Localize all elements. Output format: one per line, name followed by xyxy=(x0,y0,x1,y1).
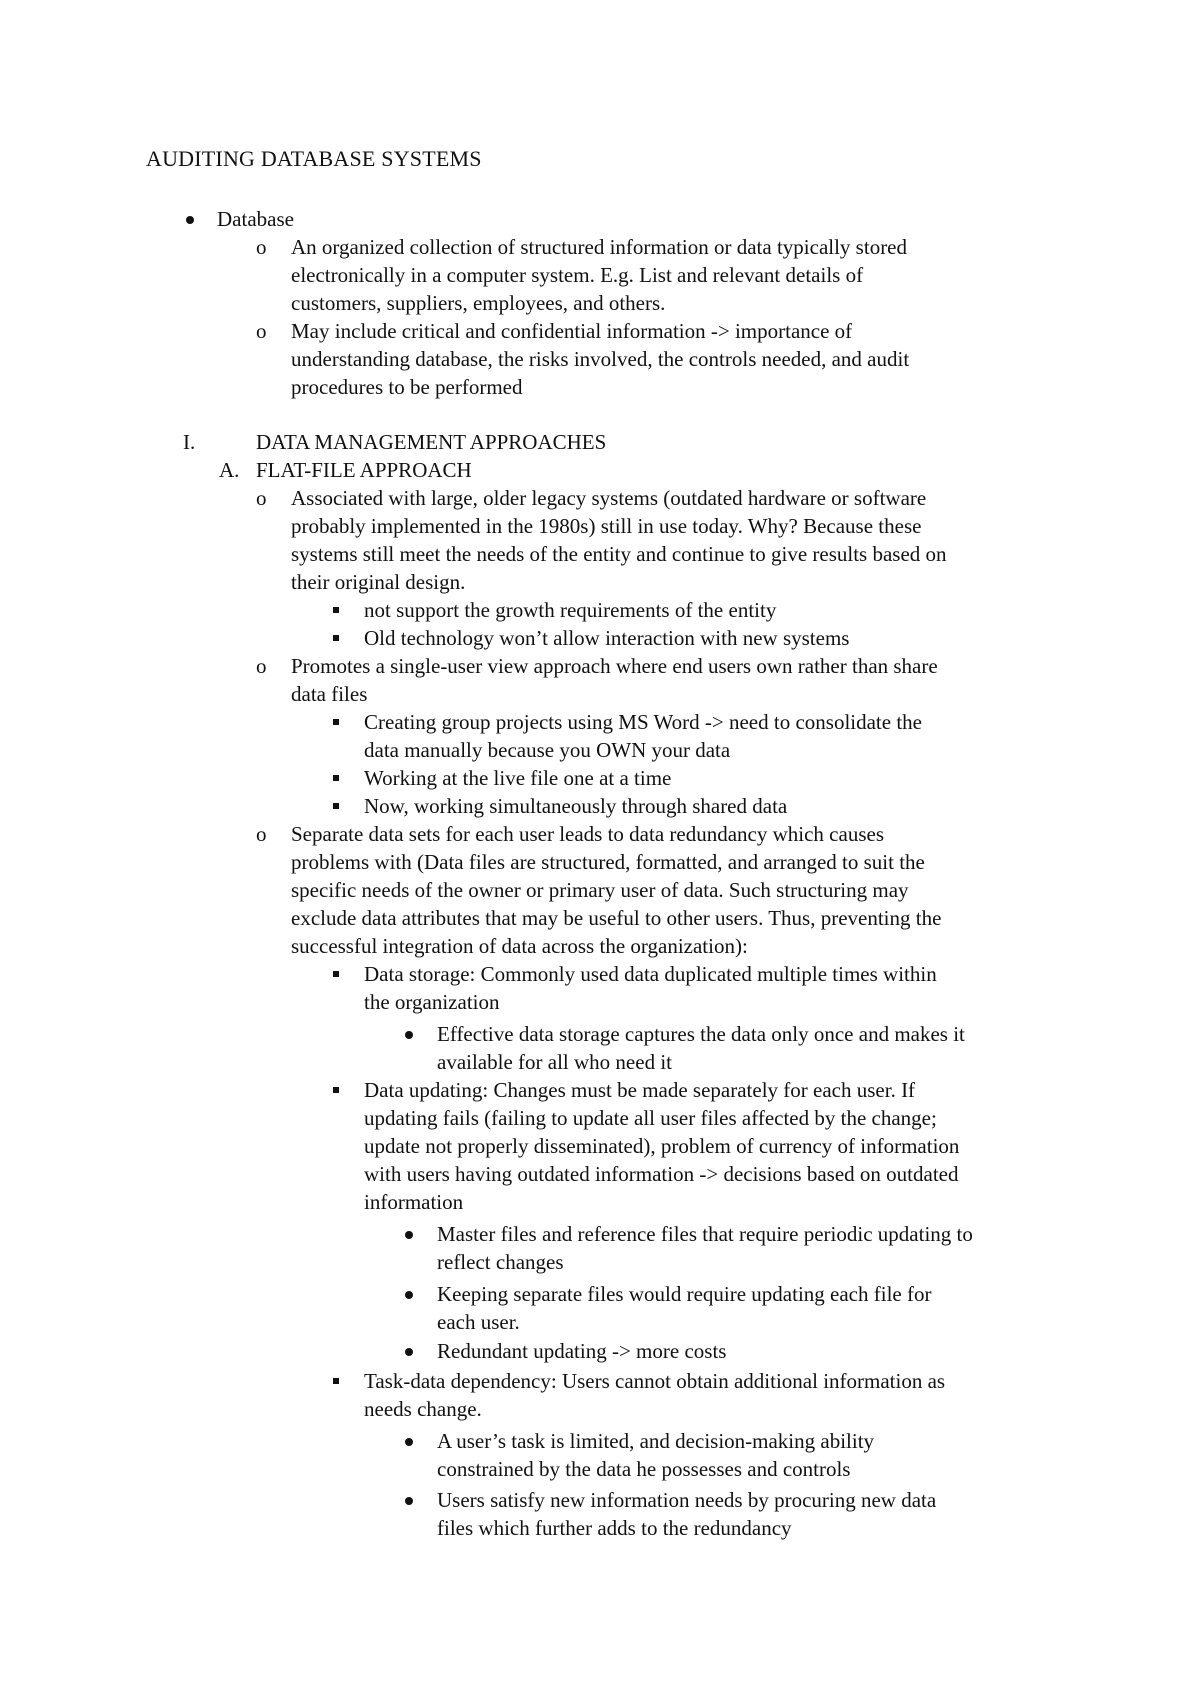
bullet-disc-icon xyxy=(186,216,194,224)
bullet-disc-icon xyxy=(405,1231,413,1239)
circle-bullet-icon: o xyxy=(256,486,267,510)
square-bullet-icon xyxy=(333,1378,339,1384)
circle-bullet-icon: o xyxy=(256,319,267,343)
text-line: available for all who need it xyxy=(437,1050,672,1074)
text-line: their original design. xyxy=(291,570,466,594)
bullet-disc-icon xyxy=(405,1438,413,1446)
subsection-letter: A. xyxy=(219,458,240,482)
text-line: electronically in a computer system. E.g. List and relevant details of xyxy=(291,263,864,287)
text-line: May include critical and confidential information -> importance of xyxy=(291,319,853,343)
text-line: An organized collection of structured information or data typically stored xyxy=(291,235,908,259)
section-heading: DATA MANAGEMENT APPROACHES xyxy=(256,430,607,454)
text-line: Users satisfy new information needs by procuring new data xyxy=(437,1488,937,1512)
square-bullet-icon xyxy=(333,607,339,613)
square-bullet-icon xyxy=(333,635,339,641)
bullet-disc-icon xyxy=(405,1497,413,1505)
text-line: Redundant updating -> more costs xyxy=(437,1339,727,1363)
text-line: needs change. xyxy=(364,1397,482,1421)
bullet-disc-icon xyxy=(405,1348,413,1356)
text-line: reflect changes xyxy=(437,1250,564,1274)
subsection-heading: FLAT-FILE APPROACH xyxy=(256,458,472,482)
square-bullet-icon xyxy=(333,719,339,725)
square-bullet-icon xyxy=(333,1087,339,1093)
text-line: Effective data storage captures the data only once and makes it xyxy=(437,1022,965,1046)
text-line: Associated with large, older legacy systems (outdated hardware or software xyxy=(291,486,927,510)
text-line: Data updating: Changes must be made separately for each user. If xyxy=(364,1078,916,1102)
text-line: Task-data dependency: Users cannot obtain additional information as xyxy=(364,1369,946,1393)
square-bullet-icon xyxy=(333,775,339,781)
text-line: Creating group projects using MS Word -> need to consolidate the xyxy=(364,710,922,734)
text-line: each user. xyxy=(437,1310,520,1334)
square-bullet-icon xyxy=(333,803,339,809)
database-heading: Database xyxy=(217,207,294,231)
text-line: understanding database, the risks involved, the controls needed, and audit xyxy=(291,347,910,371)
text-line: Old technology won’t allow interaction with new systems xyxy=(364,626,850,650)
text-line: procedures to be performed xyxy=(291,375,523,399)
text-line: data files xyxy=(291,682,368,706)
text-line: information xyxy=(364,1190,464,1214)
text-line: Data storage: Commonly used data duplicated multiple times within xyxy=(364,962,937,986)
text-line: updating fails (failing to update all user files affected by the change; xyxy=(364,1106,937,1130)
text-line: update not properly disseminated), problem of currency of information xyxy=(364,1134,960,1158)
text-line: successful integration of data across the organization): xyxy=(291,934,748,958)
bullet-disc-icon xyxy=(405,1031,413,1039)
text-line: A user’s task is limited, and decision-making ability xyxy=(437,1429,875,1453)
text-line: Master files and reference files that require periodic updating to xyxy=(437,1222,973,1246)
text-line: files which further adds to the redundancy xyxy=(437,1516,792,1540)
circle-bullet-icon: o xyxy=(256,822,267,846)
text-line: probably implemented in the 1980s) still in use today. Why? Because these xyxy=(291,514,922,538)
text-line: the organization xyxy=(364,990,500,1014)
text-line: Separate data sets for each user leads to data redundancy which causes xyxy=(291,822,884,846)
text-line: exclude data attributes that may be useful to other users. Thus, preventing the xyxy=(291,906,942,930)
square-bullet-icon xyxy=(333,971,339,977)
circle-bullet-icon: o xyxy=(256,235,267,259)
text-line: Keeping separate files would require updating each file for xyxy=(437,1282,932,1306)
text-line: not support the growth requirements of the entity xyxy=(364,598,777,622)
text-line: specific needs of the owner or primary user of data. Such structuring may xyxy=(291,878,909,902)
section-number: I. xyxy=(183,430,196,454)
text-line: with users having outdated information -> decisions based on outdated xyxy=(364,1162,959,1186)
circle-bullet-icon: o xyxy=(256,654,267,678)
text-line: Working at the live file one at a time xyxy=(364,766,672,790)
text-line: data manually because you OWN your data xyxy=(364,738,731,762)
text-line: problems with (Data files are structured, formatted, and arranged to suit the xyxy=(291,850,925,874)
text-line: constrained by the data he possesses and controls xyxy=(437,1457,851,1481)
text-line: systems still meet the needs of the entity and continue to give results based on xyxy=(291,542,947,566)
text-line: Promotes a single-user view approach where end users own rather than share xyxy=(291,654,938,678)
document-title: AUDITING DATABASE SYSTEMS xyxy=(146,146,482,171)
bullet-disc-icon xyxy=(405,1291,413,1299)
text-line: customers, suppliers, employees, and others. xyxy=(291,291,666,315)
text-line: Now, working simultaneously through shared data xyxy=(364,794,788,818)
